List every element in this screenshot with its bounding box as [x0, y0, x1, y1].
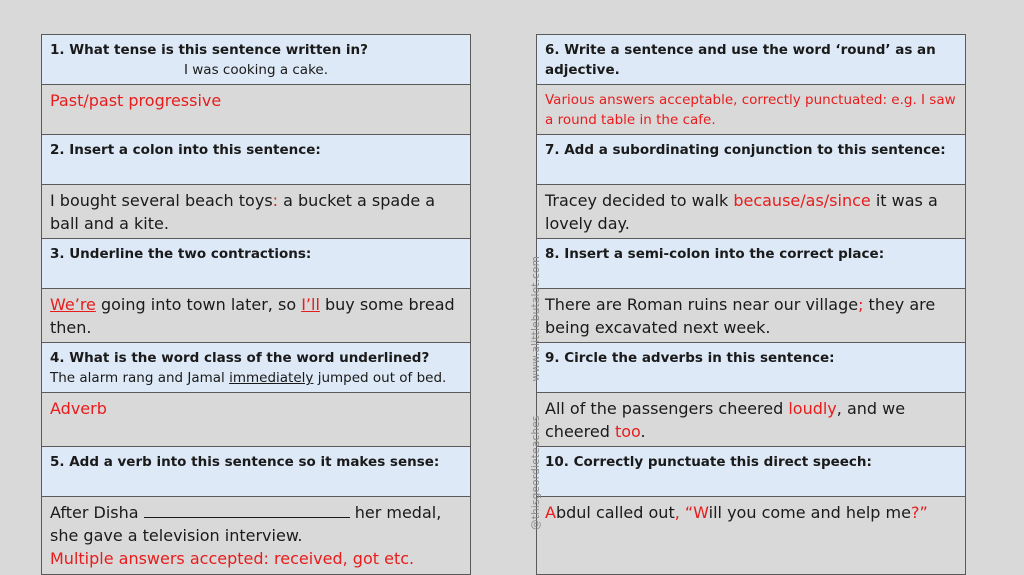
- answer-10-close-speech: ?”: [910, 503, 928, 522]
- watermark-site: www.alittlebutalot.com: [530, 255, 542, 382]
- answer-4: [41, 393, 471, 447]
- answer-2: [41, 185, 471, 239]
- question-10-text: 10. Correctly punctuate this direct speech:: [545, 454, 872, 470]
- question-3-text: 3. Underline the two contractions:: [50, 246, 312, 262]
- question-1-sentence: I was cooking a cake.: [183, 62, 329, 78]
- question-4: [41, 343, 471, 393]
- question-4-sentence: [50, 368, 462, 388]
- question-9-text: 9. Circle the adverbs in this sentence:: [545, 350, 835, 366]
- question-3: [41, 239, 471, 289]
- question-8-text: 8. Insert a semi-colon into the correct place:: [545, 246, 885, 262]
- answer-3-contraction-2: I’ll: [301, 295, 320, 314]
- answer-5-after: her medal, she gave a television interview.: [50, 503, 442, 545]
- answer-9-adverb-2: too: [614, 422, 641, 441]
- question-7: [536, 135, 966, 185]
- answer-5-note: Multiple answers accepted: received, got etc.: [50, 549, 415, 568]
- answer-2-before: I bought several beach toys: [50, 191, 273, 210]
- question-10: [536, 447, 966, 497]
- answer-8-before: There are Roman ruins near our village: [545, 295, 859, 314]
- answer-7-conjunction: because/as/since: [733, 191, 871, 210]
- answer-3-contraction-1: We’re: [50, 295, 96, 314]
- answer-4-text: Adverb: [50, 399, 107, 418]
- answer-9-part-1: All of the passengers cheered: [545, 399, 789, 418]
- question-4-text: 4. What is the word class of the word underlined?: [50, 350, 430, 366]
- question-5: [41, 447, 471, 497]
- answer-9-part-3: .: [640, 422, 646, 441]
- answer-8-after: they are being excavated next week.: [545, 295, 936, 337]
- answer-8-semicolon: ;: [858, 295, 864, 314]
- answer-5-blank-line: [144, 503, 350, 518]
- answer-10: [536, 497, 966, 575]
- question-7-text: 7. Add a subordinating conjunction to this sentence:: [545, 142, 946, 158]
- right-column: [536, 34, 966, 575]
- question-2: [41, 135, 471, 185]
- answer-6: [536, 85, 966, 135]
- question-6-text: 6. Write a sentence and use the word ‘round’ as an adjective.: [545, 42, 936, 78]
- answer-1: [41, 85, 471, 135]
- answer-7-after: it was a lovely day.: [545, 191, 938, 233]
- answer-10-capital: A: [545, 503, 556, 522]
- answer-8: [536, 289, 966, 343]
- answer-9: [536, 393, 966, 447]
- answer-3-after: buy some bread then.: [50, 295, 455, 337]
- left-column: [41, 34, 471, 575]
- question-6: [536, 35, 966, 85]
- question-8: [536, 239, 966, 289]
- answer-6-text: Various answers acceptable, correctly punctuated: e.g. I saw a round table in the cafe.: [545, 92, 956, 128]
- answer-7: [536, 185, 966, 239]
- question-4-sentence-after: jumped out of bed.: [313, 370, 447, 386]
- answer-10-open-speech: , “W: [674, 503, 709, 522]
- answer-7-before: Tracey decided to walk: [545, 191, 734, 210]
- answer-10-part-1: bdul called out: [555, 503, 675, 522]
- watermark-handle: @thisgeordieteaches: [530, 415, 542, 530]
- question-2-text: 2. Insert a colon into this sentence:: [50, 142, 321, 158]
- answer-10-part-2: ill you come and help me: [708, 503, 911, 522]
- answer-9-adverb-1: loudly: [788, 399, 837, 418]
- answer-3: [41, 289, 471, 343]
- question-1-text: 1. What tense is this sentence written in?: [50, 42, 368, 58]
- answer-9-part-2: , and we cheered: [545, 399, 906, 441]
- answer-5: [41, 497, 471, 575]
- answer-2-after: a bucket a spade a ball and a kite.: [50, 191, 436, 233]
- answer-2-colon: :: [272, 191, 279, 210]
- watermark: [530, 256, 542, 530]
- question-4-underlined-word: immediately: [229, 370, 314, 386]
- question-1: [41, 35, 471, 85]
- answer-1-text: Past/past progressive: [50, 91, 222, 110]
- question-9: [536, 343, 966, 393]
- question-5-text: 5. Add a verb into this sentence so it makes sense:: [50, 454, 440, 470]
- answer-5-before: After Disha: [50, 503, 144, 522]
- question-4-sentence-before: The alarm rang and Jamal: [50, 370, 230, 386]
- answer-3-middle: going into town later, so: [95, 295, 302, 314]
